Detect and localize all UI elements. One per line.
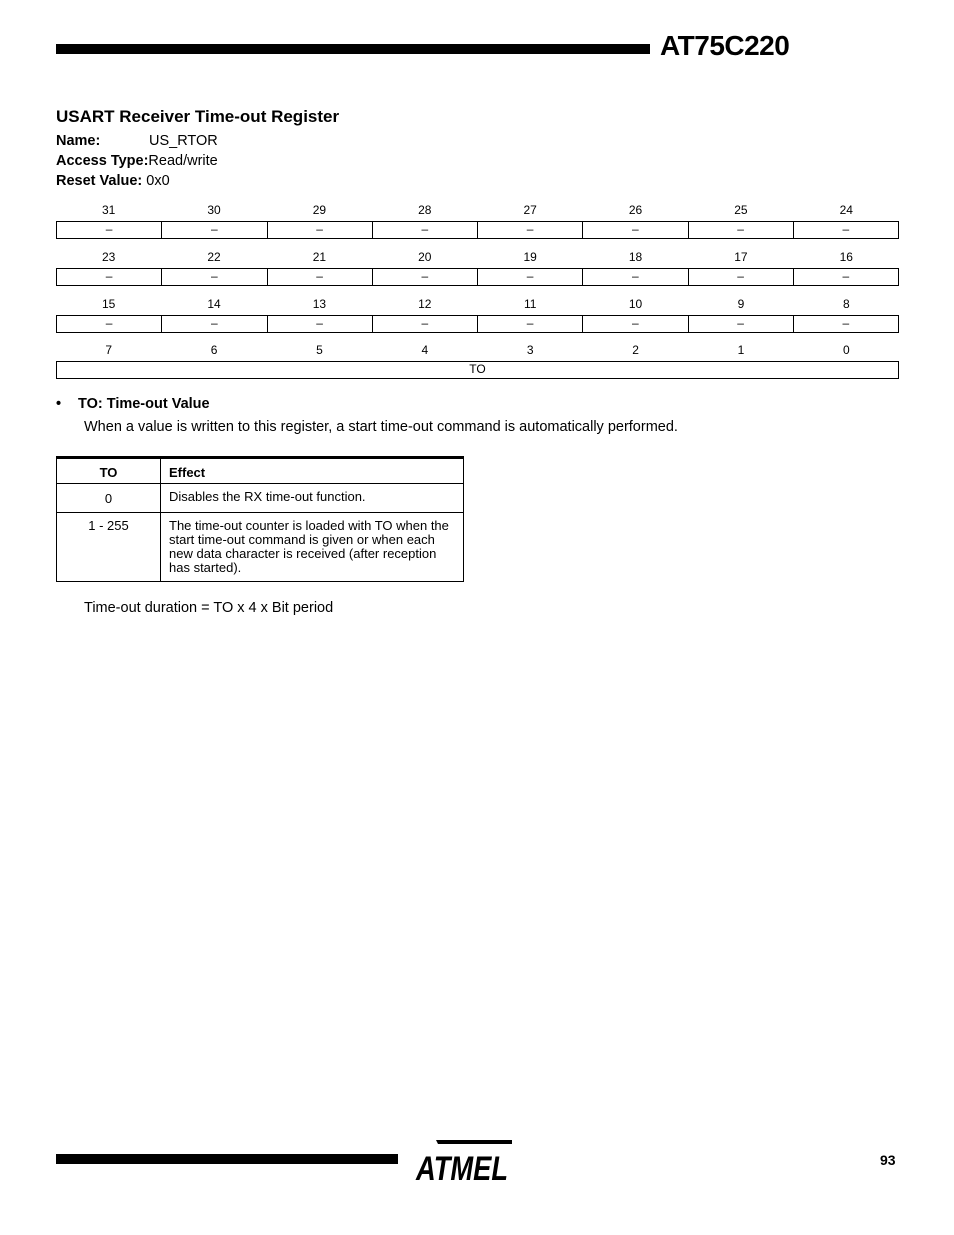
bit-number: 24: [839, 203, 853, 217]
bit-number: 16: [839, 250, 853, 264]
bit-field: –: [582, 269, 687, 285]
register-name-line: [56, 133, 218, 149]
bit-field: –: [793, 222, 898, 238]
field-heading: [56, 396, 210, 412]
access-type-line: [56, 153, 218, 169]
bit-field: –: [105, 316, 113, 330]
bit-number: 5: [316, 343, 323, 357]
logo-text: ATMEL: [415, 1150, 508, 1188]
timeout-formula: Time-out duration = TO x 4 x Bit period: [84, 600, 334, 616]
bit-number: 31: [102, 203, 116, 217]
page-number: 93: [880, 1152, 896, 1168]
bit-number: 15: [102, 297, 116, 311]
bit-field: –: [161, 316, 266, 332]
column-header-effect: Effect: [161, 458, 464, 484]
bit-number: 3: [526, 343, 534, 357]
bit-number: 20: [418, 250, 432, 264]
bit-fields: [56, 361, 899, 379]
access-value: Read/write: [148, 153, 218, 169]
bit-number: 6: [210, 343, 218, 357]
bullet-icon: •: [56, 396, 62, 412]
register-row-23-16: [56, 250, 899, 286]
to-field: TO: [469, 362, 486, 376]
bit-field: –: [793, 316, 898, 332]
bit-field: –: [793, 269, 898, 285]
bit-number: 28: [418, 203, 432, 217]
effect-table: [56, 456, 464, 582]
bit-number: 29: [312, 203, 327, 217]
table-row: [57, 484, 464, 513]
bit-number: 18: [628, 250, 643, 264]
name-value: US_RTOR: [149, 133, 218, 149]
bit-number: 10: [628, 297, 643, 311]
reset-label: Reset Value:: [56, 173, 143, 189]
bit-field: –: [477, 222, 582, 238]
bit-number: 25: [734, 203, 748, 217]
reset-value-line: [56, 173, 170, 189]
bit-field: –: [161, 269, 266, 285]
bit-field: –: [372, 269, 477, 285]
bit-fields: [56, 221, 899, 239]
to-cell: 0: [57, 484, 161, 513]
bit-number: 19: [523, 250, 537, 264]
bit-number: 7: [105, 343, 113, 357]
bit-number: 14: [207, 297, 221, 311]
bit-field: –: [688, 316, 793, 332]
bit-field: –: [372, 222, 477, 238]
bit-field: –: [267, 269, 372, 285]
footer-rule: [56, 1154, 398, 1164]
bit-field: –: [477, 316, 582, 332]
bit-numbers: [56, 203, 899, 221]
register-row-15-8: [56, 297, 899, 333]
bit-number: 17: [734, 250, 748, 264]
bit-number: 2: [632, 343, 639, 357]
to-cell: 1 - 255: [57, 513, 161, 582]
bit-field: –: [105, 222, 113, 236]
bit-field: –: [477, 269, 582, 285]
bit-number: 9: [737, 297, 745, 311]
bit-field: –: [688, 222, 793, 238]
effect-cell: The time-out counter is loaded with TO when the start time-out command is given or when each new data character is received (after reception has started).: [161, 513, 464, 582]
bit-fields: [56, 315, 899, 333]
bit-field: –: [372, 316, 477, 332]
header-rule: [56, 44, 650, 54]
bit-field: –: [161, 222, 266, 238]
table-row: [57, 513, 464, 582]
register-row-31-24: [56, 203, 899, 239]
access-label: Access Type:: [56, 153, 149, 169]
bit-fields: [56, 268, 899, 286]
field-description: When a value is written to this register, a start time-out command is automatically performed.: [84, 419, 678, 435]
atmel-logo: [414, 1136, 514, 1188]
column-header-to: TO: [57, 458, 161, 484]
bit-field: –: [582, 222, 687, 238]
bit-number: 26: [628, 203, 643, 217]
bit-number: 13: [312, 297, 327, 311]
bit-field: –: [688, 269, 793, 285]
bit-field: –: [267, 316, 372, 332]
bit-number: 27: [523, 203, 537, 217]
document-title: AT75C220: [660, 30, 790, 61]
bit-number: 22: [207, 250, 221, 264]
bit-number: 0: [842, 343, 850, 357]
bit-number: 4: [421, 343, 429, 357]
register-row-7-0: [56, 343, 899, 379]
bit-number: 30: [207, 203, 221, 217]
table-header-row: [57, 458, 464, 484]
reset-value: 0x0: [146, 173, 170, 189]
bit-number: 1: [737, 343, 745, 357]
bit-numbers: [56, 297, 899, 315]
bit-numbers: [56, 343, 899, 361]
bit-number: 12: [418, 297, 432, 311]
bit-number: 11: [523, 297, 537, 311]
bit-field: –: [582, 316, 687, 332]
bit-number: 23: [102, 250, 116, 264]
bit-number: 8: [842, 297, 850, 311]
section-title: USART Receiver Time-out Register: [56, 107, 340, 126]
effect-cell: Disables the RX time-out function.: [161, 484, 464, 513]
field-title: TO: Time-out Value: [78, 396, 210, 412]
bit-number: 21: [312, 250, 327, 264]
bit-numbers: [56, 250, 899, 268]
bit-field: –: [105, 269, 113, 283]
bit-field: –: [267, 222, 372, 238]
name-label: Name:: [56, 133, 101, 149]
